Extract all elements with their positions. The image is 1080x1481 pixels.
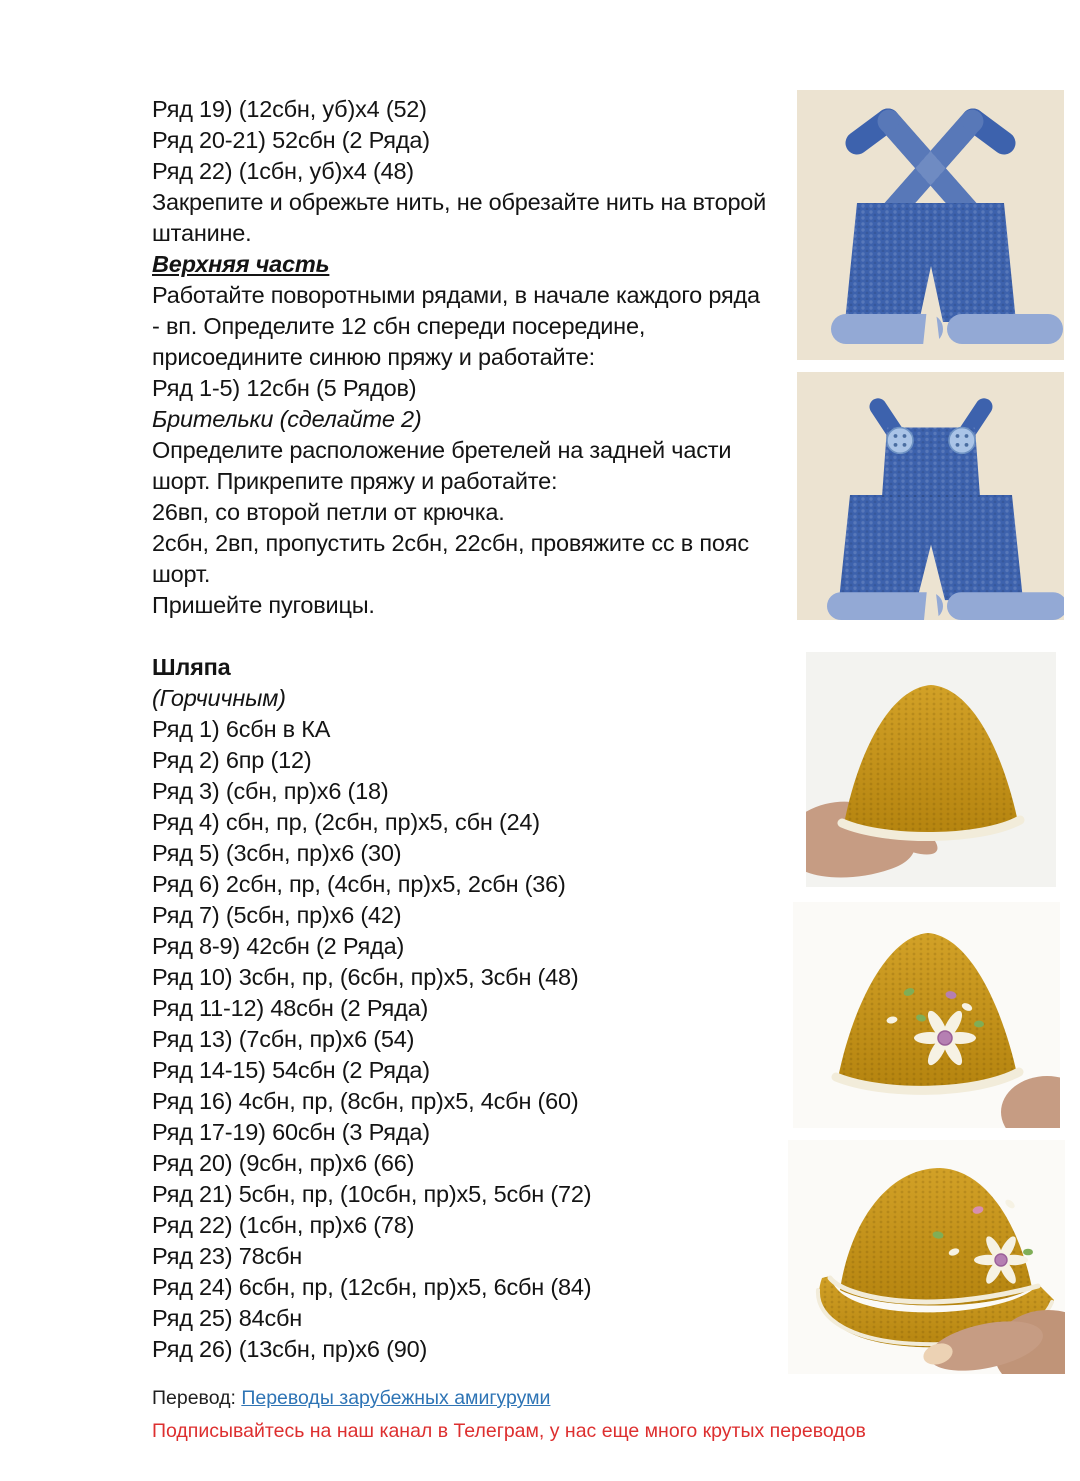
translation-link[interactable]: Переводы зарубежных амигуруми	[241, 1387, 551, 1409]
telegram-subscribe-text: Подписывайтесь на наш канал в Телеграм, у нас еще много крутых переводов	[152, 1420, 866, 1442]
pattern-line: Ряд 11-12) 48сбн (2 Ряда)	[152, 995, 429, 1021]
overalls-back-illustration	[797, 90, 1064, 360]
overalls-front-photo	[797, 372, 1064, 620]
pattern-line: Ряд 19) (12сбн, уб)х4 (52)	[152, 96, 427, 122]
pattern-line: Ряд 4) сбн, пр, (2сбн, пр)х5, сбн (24)	[152, 809, 540, 835]
button-left	[887, 428, 913, 454]
pattern-line: Ряд 20) (9сбн, пр)х6 (66)	[152, 1150, 415, 1176]
pattern-line: шорт. Прикрепите пряжу и работайте:	[152, 468, 558, 494]
pattern-line: Ряд 21) 5сбн, пр, (10сбн, пр)х5, 5сбн (72)	[152, 1181, 592, 1207]
pattern-line: Ряд 8-9) 42сбн (2 Ряда)	[152, 933, 405, 959]
pattern-line: Закрепите и обрежьте нить, не обрезайте нить на второй	[152, 189, 767, 215]
pattern-line: Ряд 10) 3сбн, пр, (6сбн, пр)х5, 3сбн (48)	[152, 964, 579, 990]
button-right	[949, 428, 975, 454]
pattern-line: Ряд 3) (сбн, пр)х6 (18)	[152, 778, 389, 804]
pattern-line: 26вп, со второй петли от крючка.	[152, 499, 505, 525]
pattern-line: Ряд 22) (1сбн, уб)х4 (48)	[152, 158, 414, 184]
mustard-hat-illustration	[806, 652, 1056, 887]
pattern-line: Ряд 24) 6сбн, пр, (12сбн, пр)х5, 6сбн (84)	[152, 1274, 592, 1300]
pattern-line	[152, 621, 807, 652]
pattern-line: 2сбн, 2вп, пропустить 2сбн, 22сбн, провяжите сс в пояс	[152, 530, 749, 556]
translation-credit-line	[152, 1382, 866, 1415]
pattern-line: Ряд 5) (3сбн, пр)х6 (30)	[152, 840, 402, 866]
pattern-line: Ряд 25) 84сбн	[152, 1305, 303, 1331]
overalls-back-photo	[797, 90, 1064, 360]
overalls-front-illustration	[797, 372, 1064, 620]
pattern-line: (Горчичным)	[152, 685, 286, 711]
pattern-line: - вп. Определите 12 сбн спереди посередине,	[152, 313, 646, 339]
mustard-hat-flower-illustration	[793, 902, 1060, 1128]
translation-label: Перевод:	[152, 1387, 236, 1409]
pattern-line: Ряд 1-5) 12сбн (5 Рядов)	[152, 375, 417, 401]
pattern-line: Пришейте пуговицы.	[152, 592, 375, 618]
pattern-text	[152, 94, 807, 1365]
pattern-line: Ряд 7) (5сбн, пр)х6 (42)	[152, 902, 402, 928]
mustard-hat-brim-photo	[788, 1140, 1065, 1374]
mustard-hat-photo	[806, 652, 1056, 887]
mustard-hat-brim-illustration	[788, 1140, 1065, 1374]
pattern-line: Шляпа	[152, 654, 231, 680]
pattern-line: Определите расположение бретелей на задней части	[152, 437, 732, 463]
pattern-line: Ряд 17-19) 60сбн (3 Ряда)	[152, 1119, 430, 1145]
pattern-line: Брительки (сделайте 2)	[152, 406, 422, 432]
mustard-hat-flower-photo	[793, 902, 1060, 1128]
pattern-line: Ряд 14-15) 54сбн (2 Ряда)	[152, 1057, 430, 1083]
footer	[152, 1382, 866, 1448]
pattern-line: Ряд 20-21) 52сбн (2 Ряда)	[152, 127, 430, 153]
pattern-line: Ряд 6) 2сбн, пр, (4сбн, пр)х5, 2сбн (36)	[152, 871, 566, 897]
pattern-line: штанине.	[152, 220, 252, 246]
pattern-line: шорт.	[152, 561, 211, 587]
pattern-line: присоедините синюю пряжу и работайте:	[152, 344, 595, 370]
pattern-line: Работайте поворотными рядами, в начале каждого ряда	[152, 282, 760, 308]
pattern-line: Ряд 22) (1сбн, пр)х6 (78)	[152, 1212, 415, 1238]
pattern-line: Ряд 13) (7сбн, пр)х6 (54)	[152, 1026, 415, 1052]
pattern-line: Ряд 2) 6пр (12)	[152, 747, 312, 773]
pattern-line: Ряд 23) 78сбн	[152, 1243, 303, 1269]
pattern-line: Ряд 26) (13сбн, пр)х6 (90)	[152, 1336, 428, 1362]
pattern-line: Верхняя часть	[152, 251, 330, 277]
pattern-line: Ряд 16) 4сбн, пр, (8сбн, пр)х5, 4сбн (60)	[152, 1088, 579, 1114]
pattern-line: Ряд 1) 6сбн в КА	[152, 716, 331, 742]
